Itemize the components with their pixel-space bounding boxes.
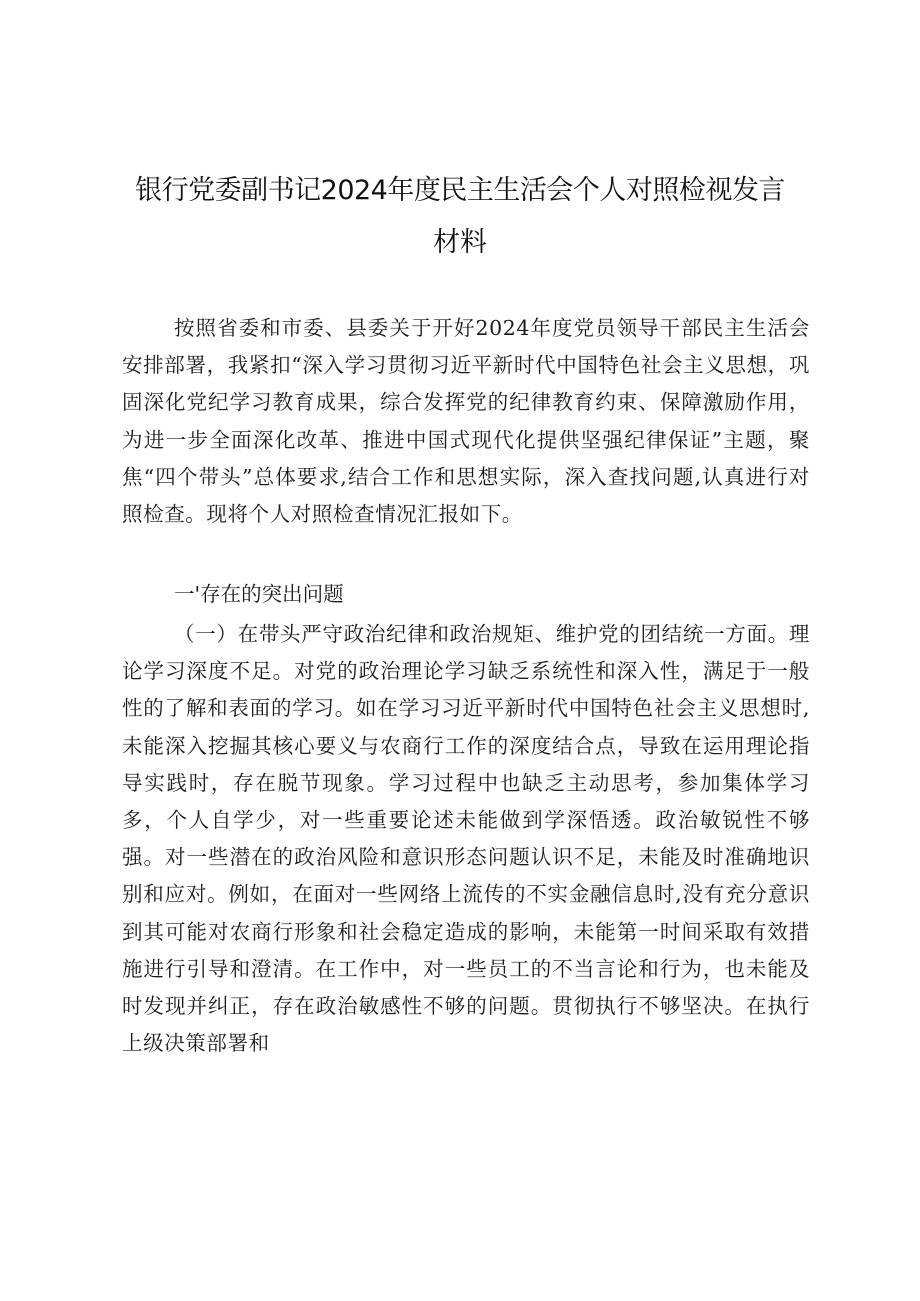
document-title-line-1: 银行党委副书记2024年度民主生活会个人对照检视发言 <box>135 175 785 206</box>
section-1-paragraph: （一）在带头严守政治纪律和政治规矩、维护党的团结统一方面。理论学习深度不足。对党的政治理论学习缺乏系统性和深入性，满足于一般性的了解和表面的学习。如在学习习近平新时代中国特色社会主义思想时,未能深入挖掘其核心要义与农商行工作的深度结合点，导致在运用理论指导实践时，存在脱节现象。学习过程中也缺乏主动思考，参加集体学习多，个人自学少，对一些重要论述未能做到学深悟透。政治敏锐性不够强。对一些潜在的政治风险和意识形态问题认识不足，未能及时准确地识别和应对。例如，在面对一些网络上流传的不实金融信息时,没有充分意识到其可能对农商行形象和社会稳定造成的影响，未能第一时间采取有效措施进行引导和澄清。在工作中，对一些员工的不当言论和行为，也未能及时发现并纠正，存在政治敏感性不够的问题。贯彻执行不够坚决。在执行上级决策部署和 <box>122 622 810 1056</box>
section-heading: 一'存在的突出问题 <box>174 582 344 606</box>
document-title-line-2: 材料 <box>433 227 487 258</box>
intro-paragraph: 按照省委和市委、县委关于开好2024年度党员领导干部民主生活会安排部署，我紧扣“深入学习贯彻习近平新时代中国特色社会主义思想，巩固深化党纪学习教育成果，综合发挥党的纪律教育约束、保障激励作用，为进一步全面深化改革、推进中国式现代化提供坚强纪律保证”主题，聚焦“四个带头”总体要求,结合工作和思想实际，深入查找问题,认真进行对照检查。现将个人对照检查情况汇报如下。 <box>122 316 810 527</box>
